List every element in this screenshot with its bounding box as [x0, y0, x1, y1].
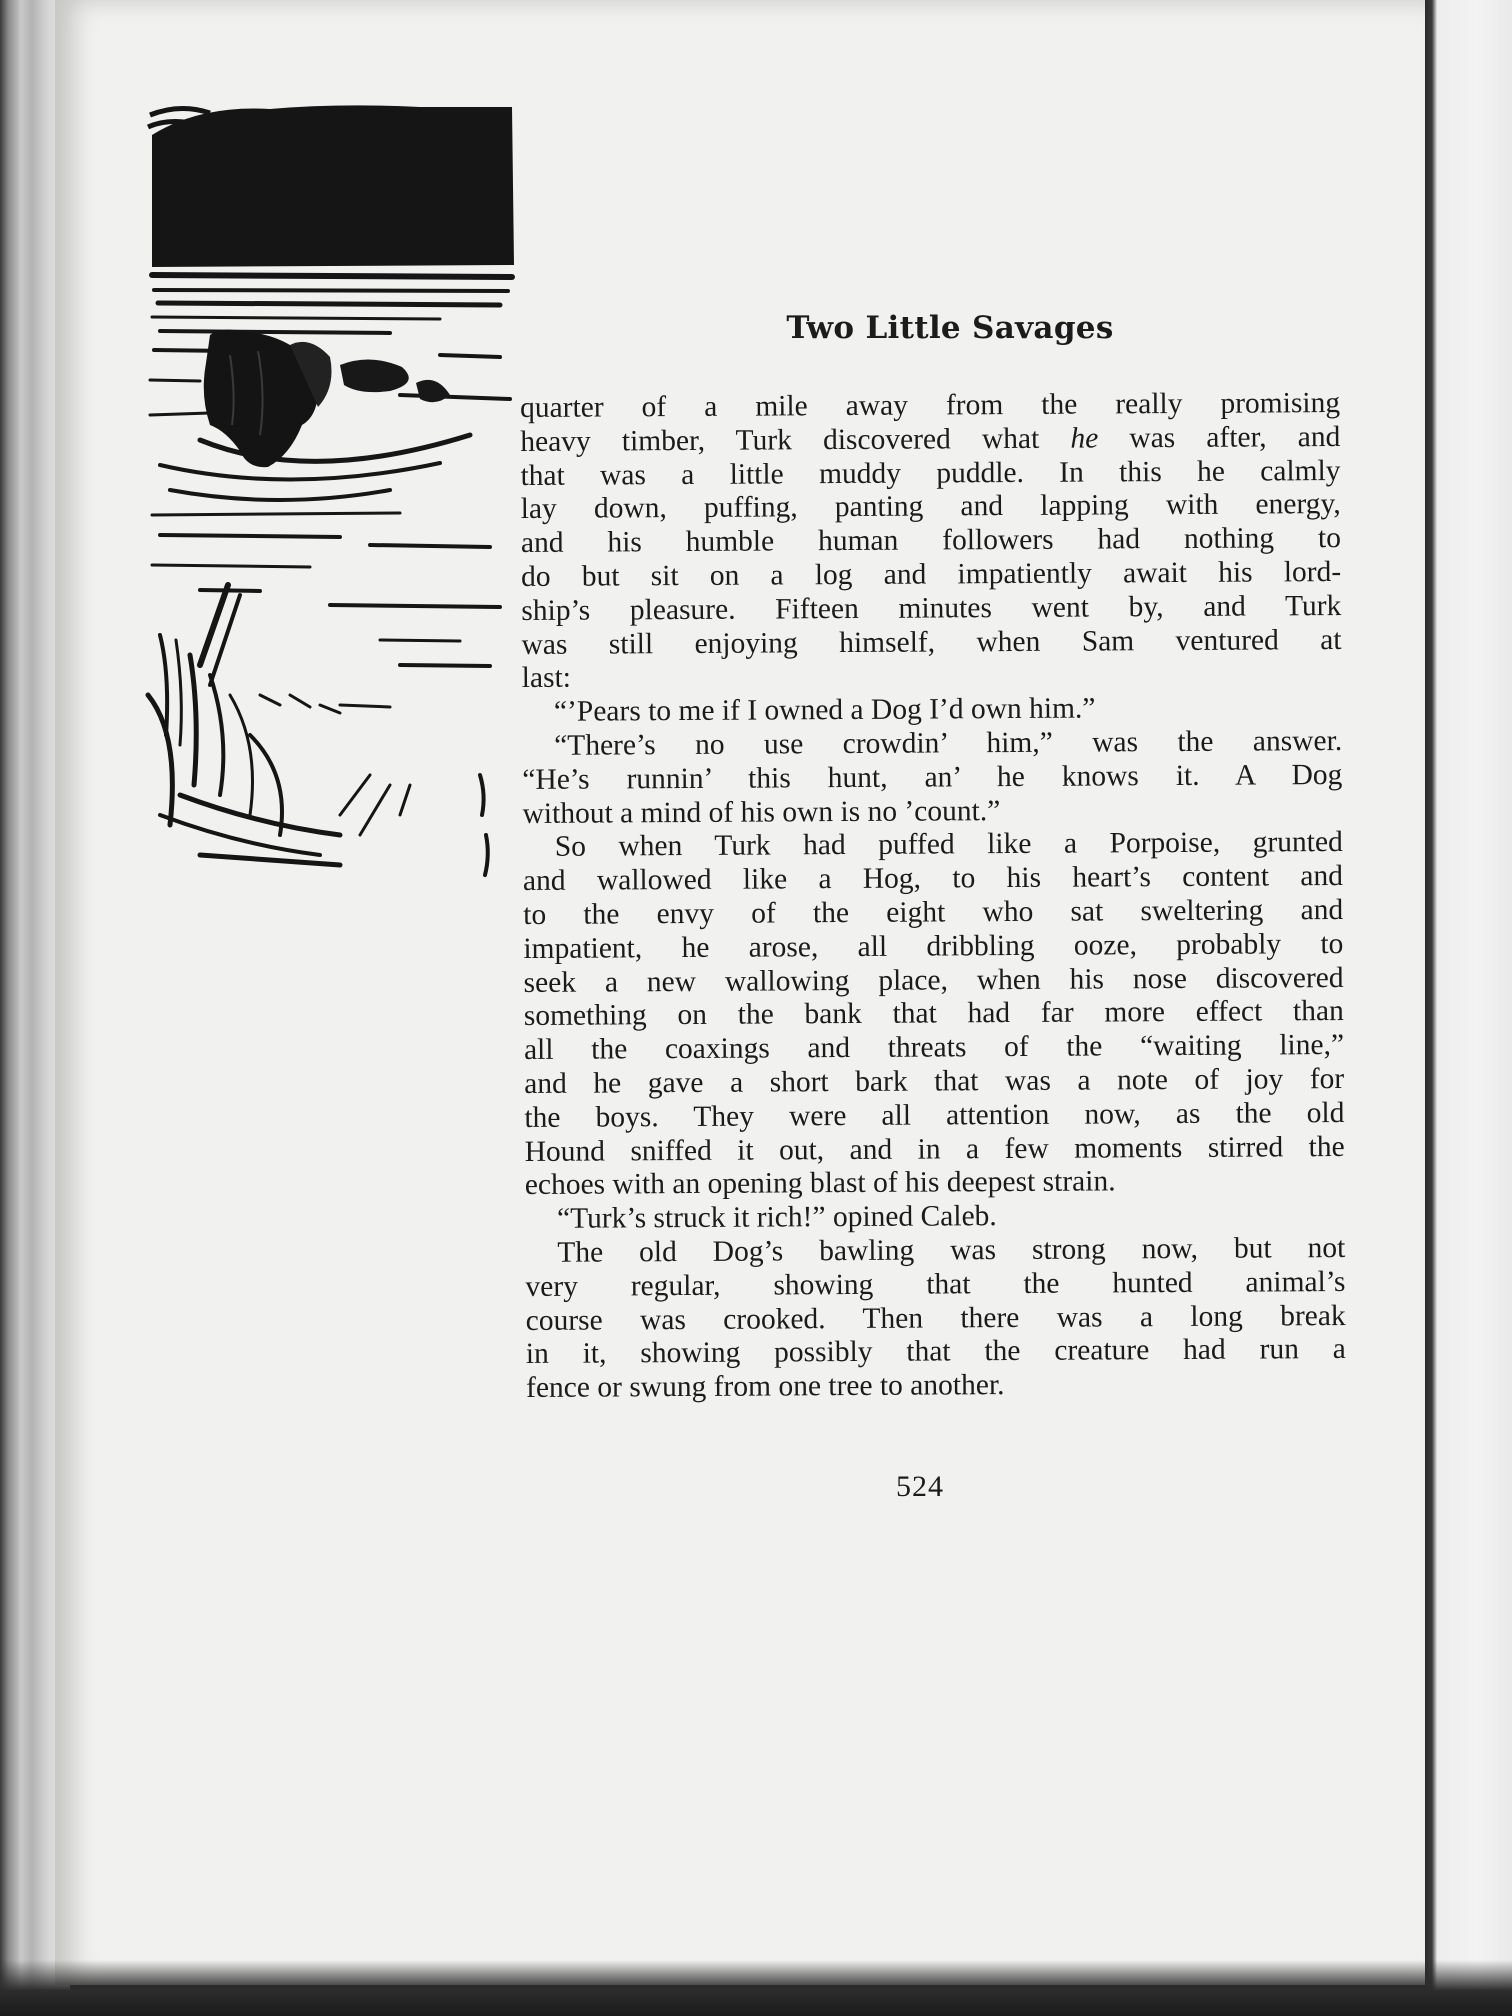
- dark-bank-shape: [148, 105, 514, 267]
- dog-wallowing-in-puddle-woodcut-icon: [140, 95, 520, 885]
- scan-bottom-shadow: [0, 1960, 1512, 2016]
- page-number: 524: [896, 1470, 944, 1503]
- text-line: very regular, showing that the hunted animal’s: [525, 1265, 1346, 1303]
- text-line: “He’s runnin’ this hunt, an’ he knows it. A Dog: [522, 758, 1343, 796]
- text-line: and his humble human followers had nothing to: [520, 522, 1342, 560]
- text-line: The old Dog’s bawling was strong now, but not: [557, 1231, 1346, 1269]
- text-line: ship’s pleasure. Fifteen minutes went by, and Turk: [521, 589, 1342, 627]
- text-line: that was a little muddy puddle. In this he calmly: [520, 454, 1341, 492]
- text-line: to the envy of the eight who sat sweltering and: [523, 893, 1344, 931]
- water-lines: [150, 275, 512, 707]
- text-line: heavy timber, Turk discovered what he was after, and: [520, 420, 1341, 458]
- text-line: impatient, he arose, all dribbling ooze, probably to: [523, 927, 1344, 965]
- emphasis: he: [1070, 422, 1099, 455]
- text-line: was still enjoying himself, when Sam ventured at: [521, 623, 1342, 661]
- text-line: fence or swung from one tree to another.: [525, 1369, 1005, 1405]
- text-line: “Turk’s struck it rich!” opined Caleb.: [556, 1200, 997, 1235]
- running-head: Two Little Savages: [786, 310, 1114, 346]
- text-line: without a mind of his own is no ’count.”: [522, 794, 1001, 830]
- book-gutter: [1425, 0, 1512, 2016]
- text-line: seek a new wallowing place, when his nose discovered: [523, 961, 1344, 999]
- text-line: course was crooked. Then there was a long break: [525, 1299, 1346, 1337]
- text-line: all the coaxings and threats of the “waiting line,”: [523, 1029, 1345, 1067]
- body-text: [520, 387, 1346, 1406]
- text-line: something on the bank that had far more effect than: [523, 995, 1344, 1033]
- dog-silhouette: [204, 330, 450, 468]
- text-line: So when Turk had puffed like a Porpoise, grunted: [554, 826, 1343, 864]
- reeds-and-grass: [148, 585, 488, 875]
- text-line: quarter of a mile away from the really promising: [520, 386, 1341, 424]
- text-line: in it, showing possibly that the creature had run a: [525, 1333, 1346, 1371]
- text-line: “There’s no use crowdin’ him,” was the answer.: [554, 724, 1343, 762]
- text-line: echoes with an opening blast of his deepest strain.: [524, 1165, 1116, 1202]
- text-line: “’Pears to me if I owned a Dog I’d own him.”: [553, 692, 1096, 728]
- text-line: the boys. They were all attention now, as the old: [524, 1096, 1345, 1134]
- text-line: and he gave a short bark that was a note of joy for: [524, 1062, 1345, 1100]
- text-line: lay down, puffing, panting and lapping with energy,: [520, 488, 1341, 526]
- text-line: do but sit on a log and impatiently await his lord-: [521, 555, 1342, 593]
- text-line: last:: [521, 662, 572, 695]
- text-line: Hound sniffed it out, and in a few moments stirred the: [524, 1130, 1345, 1168]
- text-line: and wallowed like a Hog, to his heart’s content and: [522, 860, 1344, 898]
